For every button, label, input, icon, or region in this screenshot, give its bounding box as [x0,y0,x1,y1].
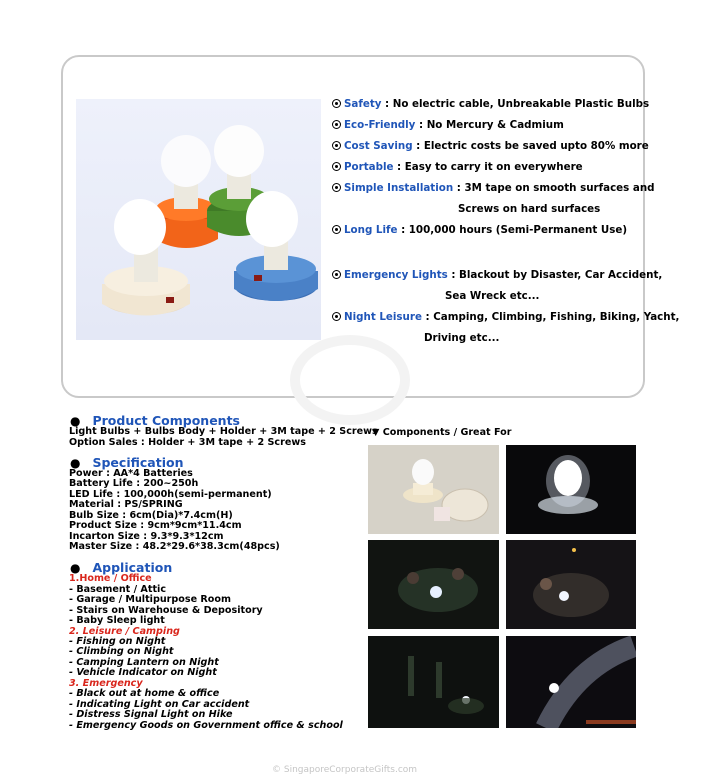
bullet-icon [332,99,341,108]
fishing-photo-illustration [368,636,499,728]
glowing-bulb-illustration [506,445,636,534]
application-item: - Camping Lantern on Night [69,657,219,668]
components-line: Option Sales : Holder + 3M tape + 2 Screws [69,437,306,448]
night-road-photo-illustration [506,540,636,629]
photo-components [368,445,499,534]
footer-copyright: © SingaporeCorporateGifts.com [272,765,418,775]
bullet-icon [332,141,341,150]
application-item: - Garage / Multipurpose Room [69,594,231,605]
feature-continuation: Driving etc... [424,332,500,344]
photo-climbing-net [506,636,636,728]
specification-heading: ● Specification [70,455,184,470]
feature-eco-friendly: Eco-Friendly : No Mercury & Cadmium [332,119,564,132]
components-heading: ● Product Components [70,413,240,428]
photo-fishing [368,636,499,728]
application-item: - Stairs on Warehouse & Depository [69,605,263,616]
spec-line: Material : PS/SPRING [69,499,183,510]
application-item: - Climbing on Night [69,646,174,657]
bullet-icon [332,270,341,279]
bullet-icon [332,225,341,234]
application-item: - Baby Sleep light [69,615,165,626]
watermark-logo [290,335,410,425]
feature-portable: Portable : Easy to carry it on everywhere [332,161,583,174]
camping-photo-illustration [368,540,499,629]
bullet-icon [332,183,341,192]
photo-glowing-bulb [506,445,636,534]
application-item: - Indicating Light on Car accident [69,699,250,710]
application-item: - Vehicle Indicator on Night [69,667,217,678]
application-home-title: 1.Home / Office [69,573,152,584]
components-line: Light Bulbs + Bulbs Body + Holder + 3M tape + 2 Screws [69,426,378,437]
feature-continuation: Screws on hard surfaces [458,203,601,215]
bullet-icon [332,120,341,129]
application-item: - Distress Signal Light on Hike [69,709,233,720]
application-emergency-title: 3. Emergency [69,678,143,689]
great-for-label: ▼ Components / Great For [372,427,512,438]
feature-long-life: Long Life : 100,000 hours (Semi-Permanent Use) [332,224,627,237]
photo-night-road [506,540,636,629]
climbing-photo-illustration [506,636,636,728]
feature-cost-saving: Cost Saving : Electric costs be saved upto 80% more [332,140,649,153]
feature-simple-installation: Simple Installation : 3M tape on smooth surfaces and [332,182,655,195]
spec-line: Battery Life : 200~250h [69,478,199,489]
hero-product-photo [76,99,321,340]
application-item: - Emergency Goods on Government office & school [69,720,343,731]
spec-line: Product Size : 9cm*9cm*11.4cm [69,520,242,531]
application-heading: ● Application [70,560,173,575]
feature-safety: Safety : No electric cable, Unbreakable Plastic Bulbs [332,98,649,111]
application-item: - Fishing on Night [69,636,166,647]
feature-continuation: Sea Wreck etc... [445,290,540,302]
spec-line: Power : AA*4 Batteries [69,468,193,479]
spec-line: Master Size : 48.2*29.6*38.3cm(48pcs) [69,541,280,552]
bullet-icon [332,312,341,321]
spec-line: LED Life : 100,000h(semi-permanent) [69,489,272,500]
colored-bulbs-illustration [76,99,321,340]
bullet-icon [332,162,341,171]
photo-camping-group [368,540,499,629]
spec-line: Incarton Size : 9.3*9.3*12cm [69,531,224,542]
components-photo-illustration [368,445,499,534]
application-item: - Black out at home & office [69,688,220,699]
spec-line: Bulb Size : 6cm(Dia)*7.4cm(H) [69,510,233,521]
application-leisure-title: 2. Leisure / Camping [69,626,180,637]
feature-night-leisure: Night Leisure : Camping, Climbing, Fishing, Biking, Yacht, [332,311,679,324]
feature-emergency-lights: Emergency Lights : Blackout by Disaster, Car Accident, [332,269,662,282]
application-item: - Basement / Attic [69,584,167,595]
